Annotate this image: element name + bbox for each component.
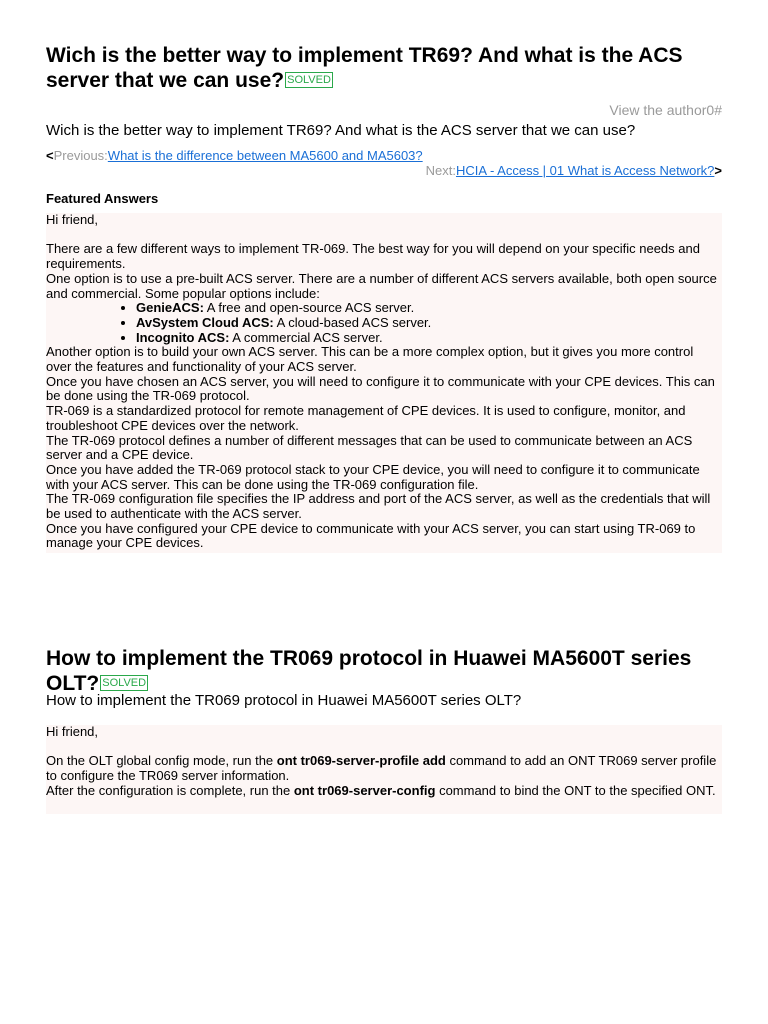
previous-article-link[interactable]: What is the difference between MA5600 and MA5603? (107, 148, 423, 163)
answer-paragraph: Once you have configured your CPE device to communicate with your ACS server, you can start using TR-069 to manage your CPE devices. (46, 520, 696, 551)
article-title-text: How to implement the TR069 protocol in Huawei MA5600T series OLT? (46, 647, 692, 695)
previous-label: Previous: (53, 148, 108, 163)
answer-paragraph: One option is to use a pre-built ACS server. There are a number of different ACS servers available, both open source and commercial. Some popular options include: (46, 270, 717, 301)
option-desc: A free and open-source ACS server. (203, 300, 415, 316)
option-desc: A cloud-based ACS server. (273, 314, 432, 330)
article-title (46, 646, 722, 696)
answer-paragraph: The TR-069 configuration file specifies the IP address and port of the ACS server, as well as the credentials that will be used to authenticate with the ACS server. (46, 491, 711, 522)
text-run: After the configuration is complete, run the (46, 782, 294, 798)
next-arrow-icon: > (714, 163, 722, 178)
featured-answer (46, 725, 722, 814)
next-article-link[interactable]: HCIA - Access | 01 What is Access Network? (455, 163, 715, 178)
previous-arrow-icon: < (46, 148, 54, 163)
answer-paragraph: The TR-069 protocol defines a number of different messages that can be used to communicate between an ACS server and a CPE device. (46, 432, 693, 463)
answer-paragraph: Once you have chosen an ACS server, you will need to configure it to communicate with your CPE devices. This can be done using the TR-069 protocol. (46, 373, 715, 404)
command-text: ont tr069-server-profile add (276, 753, 446, 769)
answer-paragraph (46, 754, 722, 783)
option-name: GenieACS: (136, 300, 204, 316)
next-nav (426, 163, 722, 178)
question-text: How to implement the TR069 protocol in Huawei MA5600T series OLT? (46, 692, 522, 709)
text-run: command to bind the ONT to the specified ONT. (435, 782, 716, 798)
view-author-link[interactable]: View the author0# (609, 102, 722, 118)
answer-paragraph: Once you have added the TR-069 protocol stack to your CPE device, you will need to configure it to communicate with your ACS server. This can be done using the TR-069 configuration file. (46, 461, 700, 492)
article-title-text: Wich is the better way to implement TR69? And what is the ACS server that we can use? (46, 44, 683, 92)
option-name: Incognito ACS: (136, 329, 230, 345)
featured-answers-heading: Featured Answers (46, 191, 159, 206)
command-text: ont tr069-server-config (293, 782, 436, 798)
featured-answer (46, 213, 722, 553)
solved-badge: SOLVED (102, 677, 147, 689)
list-item (136, 316, 722, 331)
option-desc: A commercial ACS server. (229, 329, 383, 345)
article-title (46, 43, 722, 93)
text-run: command to add an ONT TR069 server profile to configure the TR069 server information. (46, 753, 717, 784)
answer-paragraph: There are a few different ways to implement TR-069. The best way for you will depend on your specific needs and requirements. (46, 241, 700, 272)
list-item (136, 331, 722, 346)
answer-greeting: Hi friend, (46, 724, 99, 739)
acs-options-list (46, 301, 722, 345)
answer-paragraph (46, 784, 722, 799)
answer-paragraph: TR-069 is a standardized protocol for remote management of CPE devices. It is used to configure, monitor, and troubleshoot CPE devices over the network. (46, 403, 686, 433)
next-label: Next: (425, 163, 456, 178)
previous-nav (46, 148, 423, 163)
list-item (136, 301, 722, 316)
text-run: On the OLT global config mode, run the (46, 753, 277, 769)
question-text: Wich is the better way to implement TR69? And what is the ACS server that we can use? (46, 122, 636, 139)
option-name: AvSystem Cloud ACS: (136, 314, 274, 330)
answer-greeting: Hi friend, (46, 212, 99, 227)
solved-badge: SOLVED (287, 74, 331, 86)
answer-paragraph: Another option is to build your own ACS server. This can be a more complex option, but it gives you more control over the features and functionality of your ACS server. (46, 344, 694, 375)
